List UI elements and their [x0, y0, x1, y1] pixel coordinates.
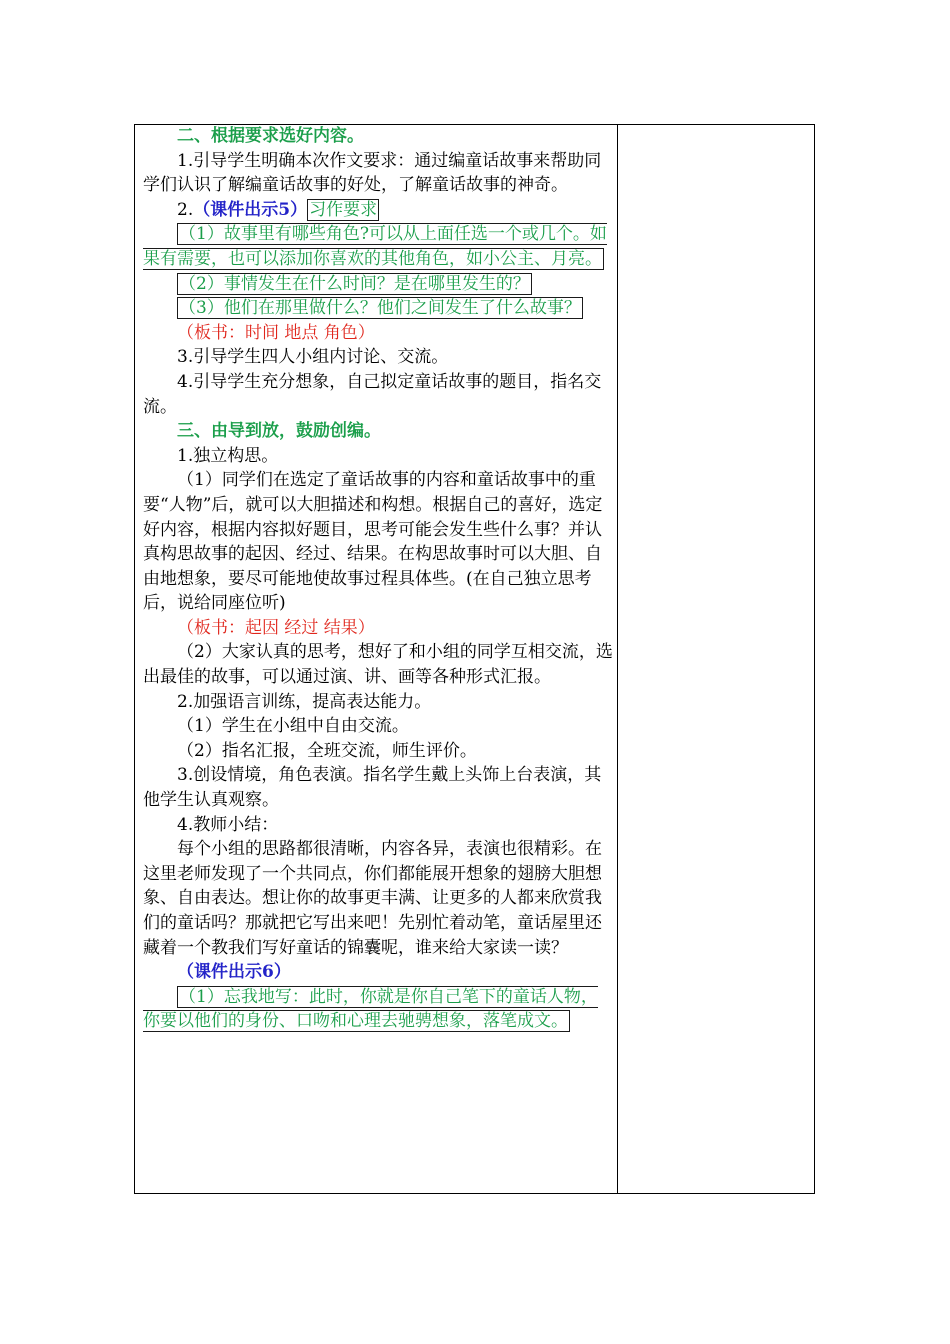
paragraph: 1.独立构思。	[177, 445, 279, 466]
paragraph: （1）同学们在选定了童话故事的内容和童话故事中的重要“人物”后，就可以大胆描述和构想。根据自己的喜好，选定好内容，根据内容拟好题目，思考可能会发生些什么事？并认真构思故事的起因、经过、结果。在构思故事时可以大胆、自由地想象，要尽可能地使故事过程具体些。(在自己独立思考后，说给同座位听)	[143, 470, 603, 614]
board-note: （板书：时间 地点 角色）	[177, 322, 375, 343]
paragraph: 3.创设情境，角色表演。指名学生戴上头饰上台表演，其他学生认真观察。	[143, 765, 602, 811]
paragraph: 4.引导学生充分想象，自己拟定童话故事的题目，指名交流。	[143, 371, 602, 417]
paragraph: 1.引导学生明确本次作文要求：通过编童话故事来帮助同学们认识了解编童话故事的好处，了解童话故事的神奇。	[143, 150, 602, 196]
tip-item: （1）忘我地写：此时，你就是你自己笔下的童话人物，你要以他们的身份、口吻和心理去驰骋想象，落笔成文。	[143, 986, 598, 1032]
boxed-label: 习作要求	[309, 199, 378, 220]
paragraph	[143, 198, 613, 223]
content-column	[143, 124, 613, 1034]
requirement-item: （2）事情发生在什么时间？是在哪里发生的？	[179, 273, 530, 294]
courseware-label: （课件出示6）	[177, 962, 291, 983]
paragraph: 2.加强语言训练，提高表达能力。	[177, 691, 432, 712]
paragraph: （1）学生在小组中自由交流。	[177, 716, 409, 737]
column-divider	[617, 124, 618, 1194]
section-heading: 三、由导到放，鼓励创编。	[177, 421, 381, 442]
section-heading: 二、根据要求选好内容。	[177, 126, 364, 146]
paragraph: （2）大家认真的思考，想好了和小组的同学互相交流，选出最佳的故事，可以通过演、讲、画等各种形式汇报。	[143, 642, 613, 688]
courseware-label: （课件出示5）	[193, 199, 308, 220]
board-note: （板书：起因 经过 结果）	[177, 617, 375, 638]
requirement-item: （3）他们在那里做什么？他们之间发生了什么故事？	[179, 298, 581, 319]
paragraph: 3.引导学生四人小组内讨论、交流。	[177, 347, 449, 368]
requirement-item: （1）故事里有哪些角色?可以从上面任选一个或几个。如果有需要，也可以添加你喜欢的其他角色，如小公主、月亮。	[143, 224, 607, 269]
paragraph: 每个小组的思路都很清晰，内容各异，表演也很精彩。在这里老师发现了一个共同点，你们都能展开想象的翅膀大胆想象、自由表达。想让你的故事更丰满、让更多的人都来欣赏我们的童话吗？那就把它写出来吧！先别忙着动笔，童话屋里还藏着一个教我们写好童话的锦囊呢，谁来给大家读一读？	[143, 839, 602, 958]
paragraph: （2）指名汇报，全班交流，师生评价。	[177, 740, 477, 761]
paragraph: 4.教师小结：	[177, 814, 279, 835]
item-number: 2.	[177, 199, 194, 220]
